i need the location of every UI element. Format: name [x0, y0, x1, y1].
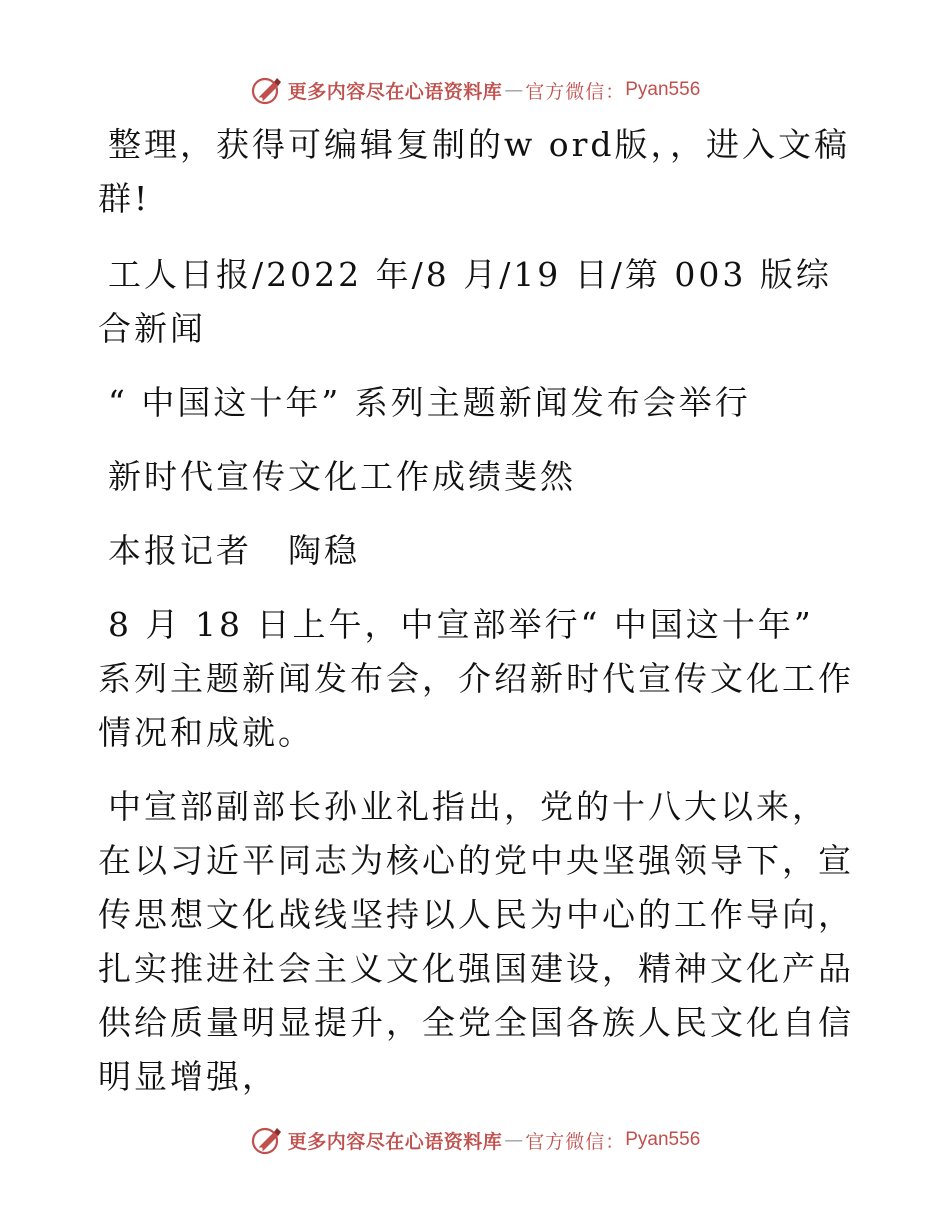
- banner-wechat-id: Pyan556: [625, 1129, 701, 1150]
- body-paragraph: 中宣部副部长孙业礼指出，党的十八大以来，在以习近平同志为核心的党中央坚强领导下，宣传思想文化战线坚持以人民为中心的工作导向，扎实推进社会主义文化强国建设，精神文化产品供给质量明显提升，全党全国各族人民文化自信明显增强，: [98, 787, 854, 1096]
- header-banner: [0, 70, 950, 110]
- banner-wechat-id: Pyan556: [625, 79, 701, 100]
- banner-slogan: 更多内容尽在心语资料库: [287, 1130, 503, 1153]
- banner-slogan: 更多内容尽在心语资料库: [287, 80, 503, 103]
- banner-dash: —: [504, 79, 524, 101]
- body-paragraph: 8 月 18 日上午，中宣部举行“ 中国这十年” 系列主题新闻发布会，介绍新时代宣传文化工作情况和成就。: [98, 605, 854, 752]
- headline-title: 新时代宣传文化工作成绩斐然: [108, 457, 576, 496]
- byline: 本报记者 陶稳: [108, 531, 360, 570]
- footer-banner: [0, 1120, 950, 1160]
- banner-wechat-label: 官方微信：: [525, 80, 626, 103]
- banner-wechat-label: 官方微信：: [525, 1130, 626, 1153]
- banner-dash: —: [504, 1129, 524, 1151]
- intro-note: 整理，获得可编辑复制的w ord版，，进入文稿群!: [98, 125, 851, 218]
- pen-logo-icon: [250, 73, 284, 107]
- source-line: 工人日报/2022 年/8 月/19 日/第 003 版综合新闻: [98, 255, 832, 348]
- headline-kicker: “ 中国这十年” 系列主题新闻发布会举行: [108, 383, 751, 422]
- pen-logo-icon: [250, 1123, 284, 1157]
- document-body: [98, 118, 858, 1124]
